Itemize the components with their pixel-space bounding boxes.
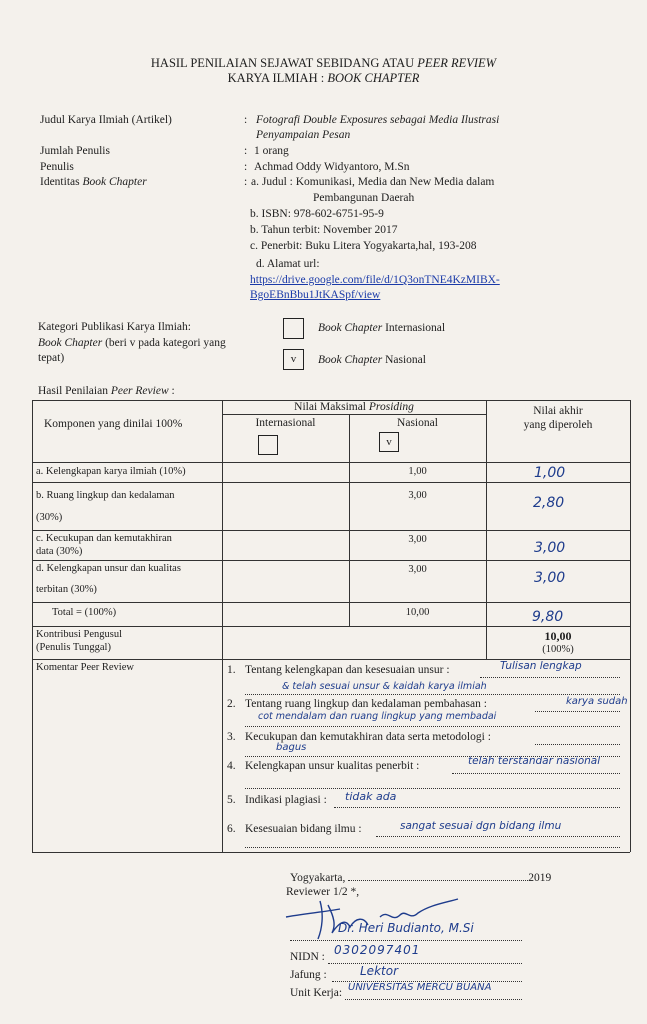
url-line-1[interactable] [250, 274, 500, 288]
row-a-score: 1,00 [534, 465, 566, 481]
kontribusi-label-1: Kontribusi Pengusul [36, 629, 123, 640]
komentar-4-text: Kelengkapan unsur kualitas penerbit : [245, 760, 420, 772]
opt2-main: Nasional [382, 354, 426, 366]
document-title [0, 56, 647, 71]
nilai-akhir-2: yang diperoleh [523, 419, 593, 432]
row-b-label-1: b. Ruang lingkup dan kedalaman [36, 490, 175, 501]
reviewer-signature [280, 895, 490, 943]
title-line2: KARYA ILMIAH : [227, 71, 328, 85]
opt1-main: Internasional [382, 322, 446, 334]
komentar-2-hw1: karya sudah [566, 696, 628, 707]
identitas-label-main: Identitas [40, 176, 83, 188]
reviewer-label: Reviewer 1/2 *, [286, 886, 360, 898]
document-subtitle [0, 71, 647, 86]
jumlah-label: Jumlah Penulis [40, 145, 110, 157]
kontribusi-pct: (100%) [542, 644, 574, 655]
identitas-label [40, 176, 147, 190]
jumlah-colon: : [244, 145, 248, 157]
jafung-label: Jafung : [290, 969, 327, 981]
sign-year: 2019 [528, 872, 552, 884]
row-d-max: 3,00 [408, 564, 427, 575]
url-line-2[interactable] [250, 289, 380, 303]
nidn-value: 0302097401 [334, 943, 421, 957]
title-line1: HASIL PENILAIAN SEJAWAT SEBIDANG ATAU [150, 56, 418, 70]
table-caption [38, 385, 175, 399]
header-internasional: Internasional [255, 417, 316, 429]
unit-kerja-value: UNIVERSITAS MERCU BUANA [348, 982, 492, 993]
row-d-label-1: d. Kelengkapan unsur dan kualitas [36, 563, 181, 574]
title-line1-italic: PEER REVIEW [417, 56, 497, 70]
komentar-5-text: Indikasi plagiasi : [245, 794, 327, 806]
komentar-3-num: 3. [227, 731, 236, 743]
checkbox-internasional[interactable] [283, 318, 304, 339]
checkbox-table-nasional[interactable]: v [379, 432, 399, 452]
a-judul-1: a. Judul : Komunikasi, Media dan New Media dalam [251, 176, 495, 188]
judul-label: Judul Karya Ilmiah (Artikel) [40, 114, 172, 126]
header-komponen: Komponen yang dinilai 100% [44, 418, 183, 430]
reviewer-name: Dr. Heri Budianto, M.Si [338, 921, 474, 935]
komentar-3-text: Kecukupan dan kemutakhiran data serta metodologi : [245, 731, 491, 743]
option-nasional-label [318, 354, 426, 368]
nidn-label: NIDN : [290, 951, 325, 963]
row-c-label-1: c. Kecukupan dan kemutakhiran [36, 533, 172, 544]
komentar-2-hw2: cot mendalam dan ruang lingkup yang membadai [258, 711, 497, 722]
judul-value-1: Fotografi Double Exposures sebagai Media Ilustrasi [256, 114, 500, 126]
kategori-label-2 [38, 337, 226, 351]
url-link-2[interactable]: BgoEBnBbu1JtKASpf/view [250, 289, 381, 301]
kontribusi-label-2: (Penulis Tunggal) [36, 642, 111, 653]
kategori-label-2-italic: Book Chapter [38, 337, 103, 349]
a-judul-2: Pembangunan Daerah [313, 192, 415, 204]
row-b-score: 2,80 [533, 495, 565, 511]
checkbox-table-internasional[interactable] [258, 435, 278, 455]
kategori-label-1: Kategori Publikasi Karya Ilmiah: [38, 321, 191, 333]
total-score: 9,80 [532, 609, 564, 625]
opt2-italic: Book Chapter [318, 354, 383, 366]
row-d-label-2: terbitan (30%) [36, 584, 97, 595]
komentar-6-hw1: sangat sesuai dgn bidang ilmu [400, 820, 562, 832]
row-b-max: 3,00 [408, 490, 427, 501]
komentar-6-text: Kesesuaian bidang ilmu : [245, 823, 362, 835]
isbn: b. ISBN: 978-602-6751-95-9 [250, 208, 384, 220]
tahun-terbit: b. Tahun terbit: November 2017 [250, 224, 398, 236]
row-c-max: 3,00 [408, 534, 427, 545]
komentar-5-hw1: tidak ada [345, 790, 397, 803]
header-nasional: Nasional [397, 417, 438, 429]
penulis-label: Penulis [40, 161, 74, 173]
identitas-label-italic: Book Chapter [82, 176, 147, 188]
komentar-4-hw1: telah terstandar nasional [468, 755, 601, 767]
kontribusi-score: 10,00 [544, 629, 572, 643]
date-dots [348, 871, 528, 881]
caption-italic: Peer Review [110, 385, 169, 397]
penulis-colon: : [244, 161, 248, 173]
komentar-6-num: 6. [227, 823, 236, 835]
total-max: 10,00 [405, 607, 430, 618]
caption-main: Hasil Penilaian [38, 385, 111, 397]
komentar-1-hw1: Tulisan lengkap [500, 660, 582, 672]
komentar-label: Komentar Peer Review [36, 662, 134, 673]
unit-kerja-label: Unit Kerja: [290, 987, 343, 999]
jumlah-value: 1 orang [254, 145, 289, 157]
identitas-colon: : [244, 176, 248, 188]
judul-value-2: Penyampaian Pesan [256, 129, 351, 141]
url-link-1[interactable]: https://drive.google.com/file/d/1Q3onTNE4KzMIBX- [250, 274, 500, 286]
checkbox-nasional[interactable]: v [283, 349, 304, 370]
komentar-1-hw2: & telah sesuai unsur & kaidah karya ilmiah [282, 681, 487, 692]
sign-place-date [290, 871, 551, 886]
nilai-max-main: Nilai Maksimal [294, 401, 369, 413]
komentar-5-num: 5. [227, 794, 236, 806]
penulis-value: Achmad Oddy Widyantoro, M.Sn [254, 161, 410, 173]
jafung-value: Lektor [360, 964, 398, 978]
komentar-2-num: 2. [227, 698, 236, 710]
alamat-label: d. Alamat url: [256, 258, 320, 270]
row-a-label: a. Kelengkapan karya ilmiah (10%) [36, 466, 186, 477]
title-line2-italic: BOOK CHAPTER [327, 71, 420, 85]
row-a-max: 1,00 [408, 466, 427, 477]
kategori-label-3: tepat) [38, 352, 65, 364]
nilai-max-italic: Prosiding [368, 401, 414, 413]
option-internasional-label [318, 322, 445, 336]
komentar-1-text: Tentang kelengkapan dan kesesuaian unsur : [245, 664, 450, 676]
row-c-label-2: data (30%) [36, 546, 83, 557]
caption-end: : [168, 385, 175, 397]
komentar-2-text: Tentang ruang lingkup dan kedalaman pembahasan : [245, 698, 487, 710]
judul-colon: : [244, 114, 248, 126]
komentar-4-num: 4. [227, 760, 236, 772]
opt1-italic: Book Chapter [318, 322, 383, 334]
komentar-1-num: 1. [227, 664, 236, 676]
row-c-score: 3,00 [534, 540, 566, 556]
kategori-label-2-main: (beri v pada kategori yang [102, 337, 226, 349]
header-nilai-maksimal [222, 401, 486, 415]
row-b-label-2: (30%) [36, 512, 63, 523]
nilai-akhir-1: Nilai akhir [533, 405, 583, 417]
sign-place: Yogyakarta, [290, 872, 349, 884]
komentar-3-hw1: bagus [276, 742, 307, 753]
penerbit: c. Penerbit: Buku Litera Yogyakarta,hal, 193-208 [250, 240, 477, 252]
total-label: Total = (100%) [52, 607, 117, 618]
row-d-score: 3,00 [534, 570, 566, 586]
header-nilai-akhir [486, 404, 630, 433]
